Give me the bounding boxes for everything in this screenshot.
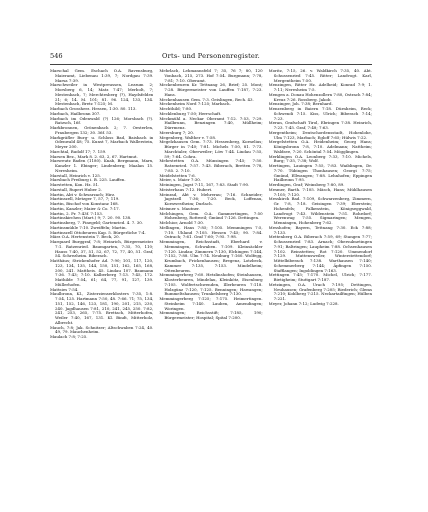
index-entry: Mechthild; 7:80. [159,106,193,111]
index-entry: Meisterhaus 7:12. Hubert. [159,186,213,192]
index-entry: Mehrstetten O.A. Münsingen 7:45; 7:50. Ratzenried. 7:57. 7:43. Biberach, Bretten 7:78, 7:85. 2. 7:10. [159,158,263,173]
index-entry: Meyer, Johann 7:12; Ludwig 7:228. [268,300,339,306]
index-entry: Marschal Gem. Eschach O.A. Ravensburg, Maieramt, Liebenau 1:39, 7; Nordgau 7:39. Marsa 7:39. [50,69,154,83]
index-entry: Meier, s. Maier 7:30. [159,177,201,183]
index-entry: Meckenheim Nord 7:125; Marbach. [159,101,231,107]
index-entry: Marstall, Rupert Huber 2. [50,186,103,192]
index-entry: Memmingerberg 7:60. Hetzlinshofen; Steinhausen, Klosterbeuren, Mindelau, Kleinkötz, Eisenburg 7:105. Wolfertschwenden, Illerbeuren 7:118. Holzgünz 7:120, 7:125. Benningen; Hawangen; Rummeltshausen; Trunkelsberg 7:130. [159,272,263,297]
index-entry: Mehrlach, Lehmannsfeld 7; 35, 76 7; 80, 120 Vonbach, 215, 273. Hof 7:54. Burgmann; 7:78, 7:81; 7:10. Oberamt. [159,69,263,83]
index-entry: Marbach, Hailbronn 307. [50,110,101,116]
index-entry: Meiningen, Jagst 7:11, 167, 7:83. Stadt 7:90. [159,182,250,187]
index-entry: Marbach Grossherz. Hessen, 1:30. 80. 113. [50,106,137,111]
index-entry: Messkirch Bad. 7:109, Schwarzenberg, Zimmern, Gr. 7:8, 7:18. Geisingen 7:39; Eberstein; Hohenfels; Falkenstein, Königseggwald, Landvogt 7:43. Wildenstein 7:51. Rohrdorf; Werenwag 7:55. Sigmaringen; Mengen, Menningen, Hohenberg 7:62. [268,196,372,225]
index-entry: Mergelstetten O.A. Heidenheim; Georg Hans; Königsbronn 7:8, 7:10. Adelmann; Nattheim; Waldsee, 7:20. Schöntal 7:54. Mögglingen. [268,139,372,154]
header-rule [50,64,372,65]
index-entry: Marstetten, Kon. Hz. 51. [50,182,100,187]
index-entry: Maulbronn, Kl., Zisterzienserklosters 7:35, 1:8. 7:54, 125. Hartmann 7:50, 48. 7:66. 71; 75, 134, 151, 152, 146, 123, 181, 190, 201, 215, 230, 240. Jagdhausen 7:81, 210, 241, 245, 250. 7:82, 241, 253, 265, 7:75. Brettach, Mitterhofen, Weiler 7:40, 167, 131. Kl. Bindt, Mitterholz, Albrecht. [50,291,154,325]
index-entry: Mellingen, Hans 7:85; 7:105. Memmingen 7:5, 7:10. Uhland 7:105. Hessen 7:45; 90. 7:84. Ostrach; 7:61. Graf 7:60; 7:95. 7:98. [159,224,263,240]
index-entry: Meran, Grafschaft Tirol, Ebringen 7:38. Heinrich, 7:23. 7:45. Graf, 7:48; 7:63. [268,120,372,130]
index-entry: Memmingen; Reichsstift; 7:185, 190; Bürgermeister; Hospital; Spital 7:200. [159,310,263,320]
index-entry: Martinskirchen (Mart.) 9; 7. 20. 90. 138. [50,215,132,221]
index-columns [50,69,372,465]
index-entry: Messhofen; Bayern, Tettnang 7:30. Eck 7:88; 7:133. [268,224,372,235]
index-entry: Mettingen 7:45; 7:170. Michel, Ulrich; 7:177. Bietigheim; Stuttgart 7:187. [268,272,372,282]
index-entry: Mertingen, Lauingen 7:55, 7:83. Waiblingen, Dr. 7:70. Tübingen Thonhausen; Georgi 7:75; Gmünd, Ellwangen; 7:88. Lehnhofen; Eppingen Hailbronn 7:95. [268,163,372,183]
page-title: Orts- und Personenregister. [162,52,260,60]
index-entry: Maulach 7:8; 7:25. [50,334,88,339]
index-entry: Metzingen, O.A. Urach 7:195; Dettingen, Neuhausen; Grafenberg 7:205; Riederich; Glems 7:210; Kohlberg 7:215. Neckartailfingen; Hülben 7:221. [268,281,372,301]
index-column-1 [50,69,153,465]
index-entry: Martinszell, Metzger 7, 57, 7; 119. [50,196,120,202]
index-entry: Marsreutz Baden (1180). Knab, Bergmann, Marx, Kanzler 1. Ebinger; Lindenberg; Maalan 15. Neresheim. [50,158,154,173]
index-entry: Meersburg 7; 20. [159,129,194,135]
index-entry: Memmingen, Reichsstadt, Eberhard v. Memmingen, Schwaben. 7:109. Kleinsäckler 7:120. Lindau; Zimmern 7:130, Elchingen 7:144, 7:152, 7:88. Ulm 7:74. Neuburg 7:160. Wolfegg, Krumbach, Frickenhausen; Bregenz, Lotzbeck, Kammer 7:135, 7:153. Mindelheim; Ottenbeuren. [159,239,263,273]
index-entry: Marschweiler in Westpreussen, Lezzum 2; Morsberg 6, 14; Matz 7:47; Merbolt, 7; Mestenbach, 7; Merchtesberg (?), Haydsfelden 21; 6; 14. M. 101; 81. 96. 124, 133, 134. Mestenbach, Bretz 7:125; M. [50,82,154,107]
index-entry: Martinsmühle 7:10. Zweiffeln; Martin. [50,224,127,230]
index-column-2 [159,69,262,465]
index-entry: Marchtal, Rudolf 17; 7. 159. [50,148,107,154]
page-number: 546 [50,52,63,60]
index-entry: Marsbach Freiburg i. B. 225. Lauffen. [50,177,126,183]
index-entry: Marquard Burggraf, 7:8; Heinrich, Bürgermeister 7:1. Ratzenried. Baumgarten, 7:35, 70, 110; Hauss 7:40, 37, 51, 52, 67, 72, 77, 40, 51. Graf, 54. Schrezheim. Biberach. [50,239,154,259]
index-entry: Melchingen, Gem. O.A. Gammertingen, 7:50 Hohenberg, Rottweil; Gmünd 7:126. Dettingen. [159,210,263,221]
index-entry: Martinsberg, 7. Pinegeld; Gartenried. 4. 7. 30. [50,220,144,225]
index-entry: März O.A. Hertenstein 7. Beck, 20. [50,234,120,240]
index-entry: Martin, Bischof von Konstanz 168. [50,201,119,206]
index-entry: Markgräfler Burg- u. Schloss Bad, Baisbach in Odenwald 48; 75. Kunst 7, Marbach Wallerstein, Meyer 200. [50,134,154,149]
index-entry: Marstall, Heinrich v. 125. [50,172,101,178]
index-entry: Martin, Kanzler; Maier & Co. 7:17. [50,205,120,211]
index-entry: Moritz, 7:15, 26. v. Waldkirch 7:35, 40. Abt. Schussenried 7:45. Ritter; Landvogt. Karl, Mergentheim 7:50. [268,69,372,83]
index-entry: Mauch, 7:8; Jak. Schnitzer; Altschwaben 7:24, 40. 49, 79. Mauchenheim. [50,324,154,335]
index-entry: Menzingen, Ritter Hz. Adelheid; Konrad 7:9; 1. 7:11; Neresheim 7:5. [268,82,372,92]
index-entry: Menzenberg in Baiern 7:18. Dürnheim, Reck; Schwendi 7:15. Kiss, Ulrich; Biberach 7:14; 7:23. [268,106,372,121]
index-entry: Martin, 2. Pr. 7:43f. 7:153. [50,210,104,216]
index-entry: Meidelstetten 7:6. [159,172,196,178]
index-entry: Mengen a. Donau Hohenzollern 7:80, Ostrach 7:84; Kreuz 7:26. Rossberg. Jakob. [268,91,372,102]
index-entry: Meckmühl a. Neckar Oberamt 7:12. 7:53, 7:29. Hailbrunn, Benzingen 7:40, Müllheim; Dürrmenz. [159,115,263,130]
index-entry: Mettenberg O.A. Biberach 7:59, 69; Stangen 7:77; Schussenried 7:83. Arnach; Obersulmetingen 7:91; Baltringen; Laupheim 7:88. Ochsenhausen 7:102. Reinstetten; Rot 7:120. Ummendorf 7:129. Muttensweiler, Winterstettendorf; Mittelbiberach 7:138. Warthausen 7:140; Schemmerberg 7:144; Äpfingen 7:150. Stafflangen; Ingoldingen 7:163. [268,234,372,273]
index-entry: Melchior, Arnold 7:30. [159,220,205,225]
index-entry: Menzinger, Joh. 7:38; Bernhard. [268,101,333,107]
index-entry: Meixner s. Mautner. [159,205,200,211]
index-entry: Meckenbeuren Kr. Tettnang 26, Brief; 25. Mont; 7:28. Bürgermeister von Lauffen 7:187, 7:23. Hans. [159,82,263,97]
index-entry: Meckenhausen Gem. 7:3. Geislingen, Rech. 43. [159,96,254,102]
index-entry: Markbronnen, Grönenbach 2; 7. Oesterlen, Fraubergen 132; 30. 36f. 53. [50,125,154,135]
index-entry: Matthäus; Strickenhofer Ad. 7:90; 101, 117, 120, 123, 134, 135, 144, 150, 151, 162, 165, 168, 200, 241. Mattheis. 45. Lindau 107. Baumann 7:36. 7:43; 7:10. Kalberberg 7:13. 7:45, 172. Mathilde 7:54, 61; 64, 77, 91, 127, 139. Müllerhofen. [50,258,154,287]
index-entry: Martin, Abt v. Schwarzach; Hirz. [50,191,116,197]
index-entry: Marbach im Odenwald (?) 126; Morsbach (?). Ratzsch, 16f. [50,115,154,126]
index-entry: Megenberg, Walther v. 7:58. [159,134,217,140]
index-entry: Megelzhausen Gem. 7:73. Hessenberg, Kornelius; Bürger in 7:40; 7:81. Michels 7:50, 81. 7:73. Marchtaler, Oberweiler; Löw 7:44. Lindau 7:55, 59; 7:64. Cohra. [159,139,263,159]
index-entry: Merklingen O.A. Leonberg 7:33, 7:10. Michels, Burg; 7:35, 7:38; Wolf. [268,153,372,164]
index-entry: Mergentheim; Deutschordensstadt, Hohenlohe, Ulm 7:123, Marbach; Egloff 7:65; Hülwis 7:22. [268,129,372,140]
index-entry: Mecklenburg 7:50; Herrschaft. [159,110,222,116]
page-header [50,52,372,64]
index-entry: Merdingen, Graf; Weinsberg 7:80, 89. [268,182,345,187]
index-entry: Meinrad, Abt v. Mehrerau; 7:16. Schneider; Jagstzell 7:36; 7:20. Beck, Loffenau, Kornwestheim; Durlach. [159,191,263,206]
index-column-3 [269,69,372,465]
index-entry: Martinszell Ottobeuren Kap. 5. Bürgerliche 7:4. [50,229,146,235]
index-entry: Memmingerberg 7:125; 7:175. Heimertingen. Steinheim 7:140. Lauben, Amendingen; Woringen. [159,296,263,311]
index-entry: Marsen Bez., Mark 8. 2. 63, 2, 67. Hartmut. [50,153,138,159]
index-entry: Mesmer, Barth. 7:105. Mäsch, Hans; Mühlhausen 7:105; 7:120. [268,186,372,197]
index-entry: Mattsies 7:54. [50,286,79,292]
